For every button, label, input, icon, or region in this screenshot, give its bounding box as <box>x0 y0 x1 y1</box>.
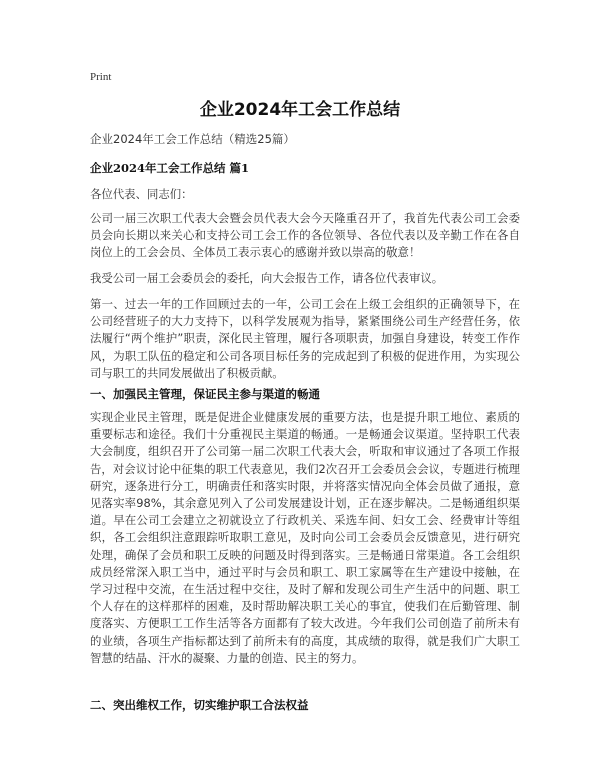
paragraph-opening: 公司一届三次职工代表大会暨会员代表大会今天隆重召开了，我首先代表公司工会委员会向长期以来关心和支持公司工会工作的各位领导、各位代表以及辛勤工作在各自岗位上的工会会员、全体员工表示衷心的感谢并致以崇高的敬意！ <box>90 211 520 260</box>
heading-democratic-management: 一、加强民主管理，保证民主参与渠道的畅通 <box>90 387 320 401</box>
heading-rights-protection: 二、突出维权工作，切实维护职工合法权益 <box>90 698 309 712</box>
greeting: 各位代表、同志们： <box>90 187 193 201</box>
paragraph-democratic-management: 实现企业民主管理，既是促进企业健康发展的重要方法，也是提升职工地位、素质的重要标志和途径。我们十分重视民主渠道的畅通。一是畅通会议渠道。坚持职工代表大会制度，组织召开了公司第一届二次职工代表大会，听取和审议通过了各项工作报告，对会议讨论中征集的职工代表意见，我们2次召开工会委员会会议，专题进行梳理研究，逐条进行分工，明确责任和落实时限，并将落实情况向全体会员做了通报，意见落实率98%，其余意见列入了公司发展建设计划，正在逐步解决。二是畅通组织渠道。早在公司工会建立之初就设立了行政机关、采选车间、妇女工会、经费审计等组织，各工会组织注意跟踪听取职工意见，及时向公司工会委员会反馈意见，进行研究处理，确保了会员和职工反映的问题及时得到落实。三是畅通日常渠道。各工会组织成员经常深入职工当中，通过平时与会员和职工、职工家属等在生产建设中接触，在学习过程中交流，在生活过程中交往，及时了解和发现公司生产生活中的问题、职工个人存在的这样那样的困难，及时帮助解决职工关心的事宜，使我们在后勤管理、制度落实、方便职工工作生活等各方面都有了较大改进。今年我们公司创造了前所未有的业绩，各项生产指标都达到了前所未有的高度，其成绩的取得，就是我们广大职工智慧的结晶、汗水的凝聚、力量的创造、民主的努力。 <box>90 410 520 665</box>
document-subtitle: 企业2024年工会工作总结（精选25篇） <box>90 132 295 146</box>
paragraph-mandate: 我受公司一届工会委员会的委托，向大会报告工作，请各位代表审议。 <box>90 271 444 285</box>
print-link[interactable]: Print <box>90 71 112 83</box>
section-title: 企业2024年工会工作总结 篇1 <box>90 161 250 175</box>
page-title: 企业2024年工会工作总结 <box>199 100 401 120</box>
paragraph-review: 第一、过去一年的工作回顾过去的一年，公司工会在上级工会组织的正确领导下，在公司经营班子的大力支持下，以科学发展观为指导，紧紧围绕公司生产经营任务，依法履行“两个维护”职责，深化民主管理，履行各项职责，加强自身建设，转变工作作风，为职工队伍的稳定和公司各项目标任务的完成起到了积极的促进作用，为实现公司与职工的共同发展做出了积极贡献。 <box>90 297 520 380</box>
